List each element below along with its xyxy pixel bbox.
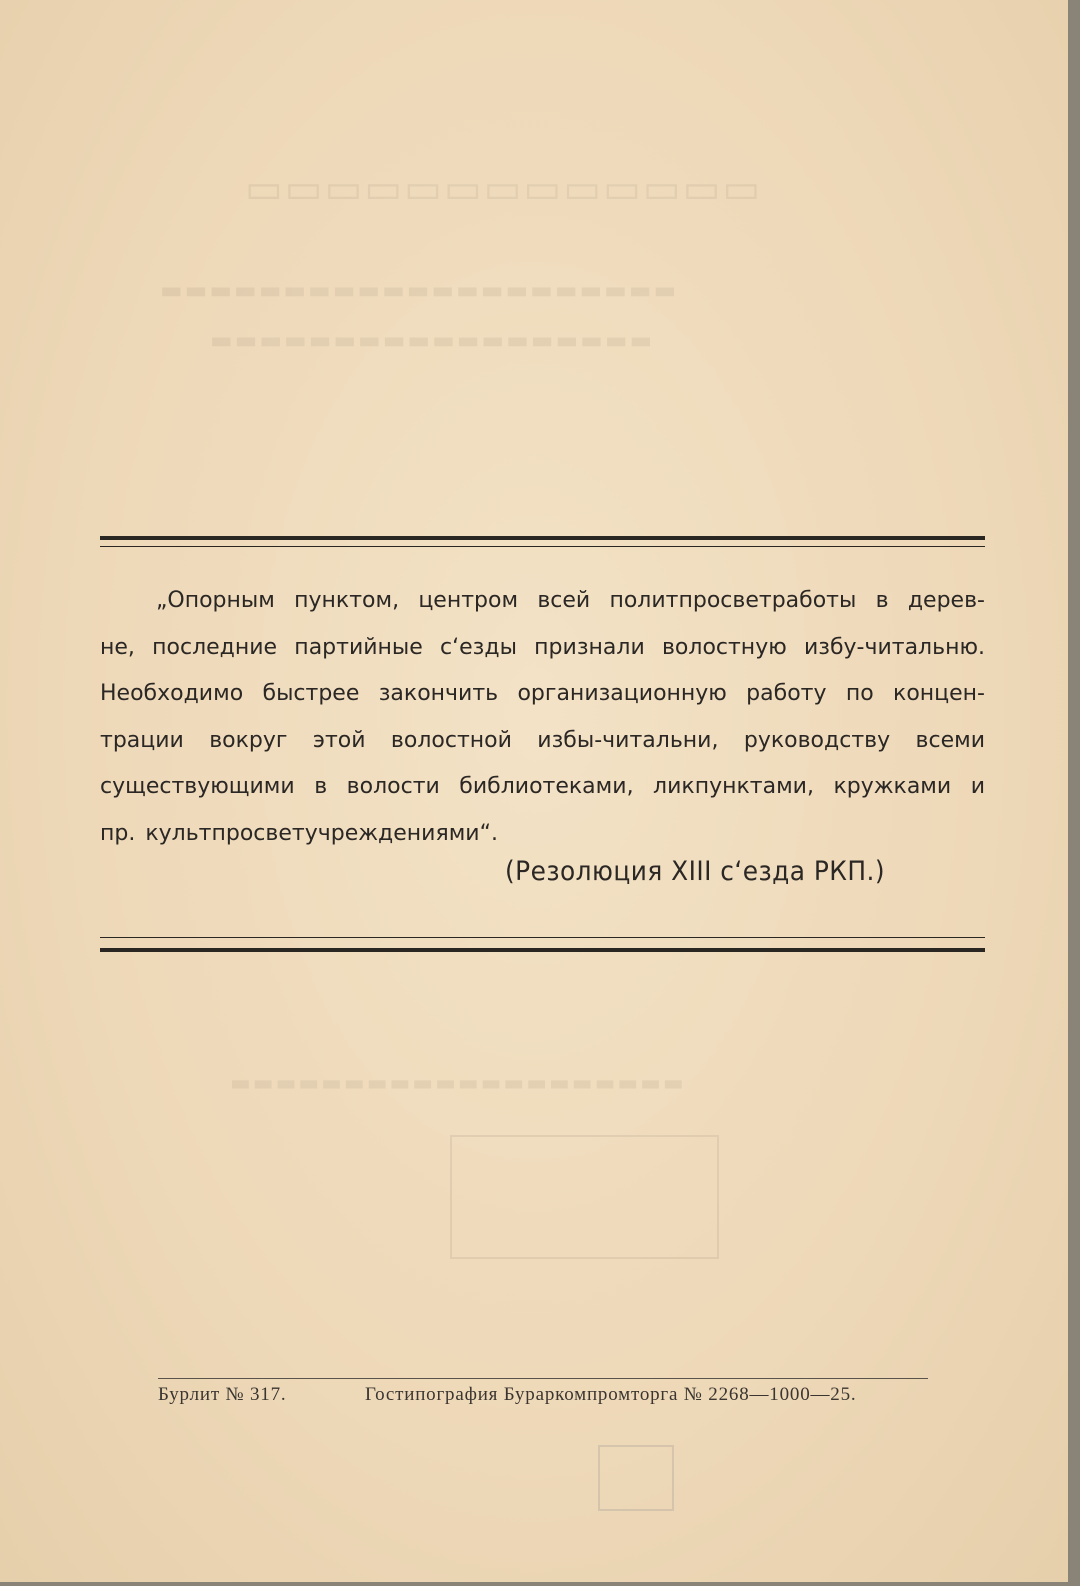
quote-line: существующими в волости библиотеками, ликпунктами, кружками и: [100, 774, 985, 799]
quote-line: пр. культпросветучреждениями“.: [100, 820, 498, 846]
imprint-footer: [158, 1384, 928, 1406]
quote-line: „Опорным пунктом, центром всей политпросветработы в дерев-: [156, 588, 985, 613]
quote-line: трации вокруг этой волостной избы-читальни, руководству всеми: [100, 727, 985, 753]
faded-small-stamp: [598, 1445, 674, 1511]
publisher-imprint: Бурлит № 317.: [158, 1384, 287, 1405]
show-through-text: ▭▭▭▭▭▭▭▭▭▭▭▭▭: [245, 165, 763, 212]
quote-attribution: (Резолюция XIII с‘езда РКП.): [505, 856, 886, 887]
top-rule-thin: [100, 546, 985, 547]
show-through-text: ▬▬▬▬▬▬▬▬▬▬▬▬▬▬▬▬▬▬▬▬: [230, 1070, 686, 1096]
resolution-quote: [100, 578, 985, 857]
faded-library-stamp: [450, 1135, 719, 1259]
footer-rule: [158, 1378, 928, 1379]
quote-line: Необходимо быстрее закончить организационную работу по концен-: [100, 681, 985, 706]
quote-line: не, последние партийные с‘езды признали волостную избу-читальню.: [100, 634, 985, 660]
show-through-text: ▬▬▬▬▬▬▬▬▬▬▬▬▬▬▬▬▬▬: [210, 325, 655, 354]
top-rule-thick: [100, 536, 985, 540]
printer-imprint: Гостипография Бураркомпромторга № 2268—1000—25.: [365, 1384, 857, 1405]
bottom-rule-thin: [100, 937, 985, 938]
show-through-text: ▬▬▬▬▬▬▬▬▬▬▬▬▬▬▬▬▬▬▬▬▬: [160, 275, 679, 304]
bottom-rule-thick: [100, 948, 985, 952]
